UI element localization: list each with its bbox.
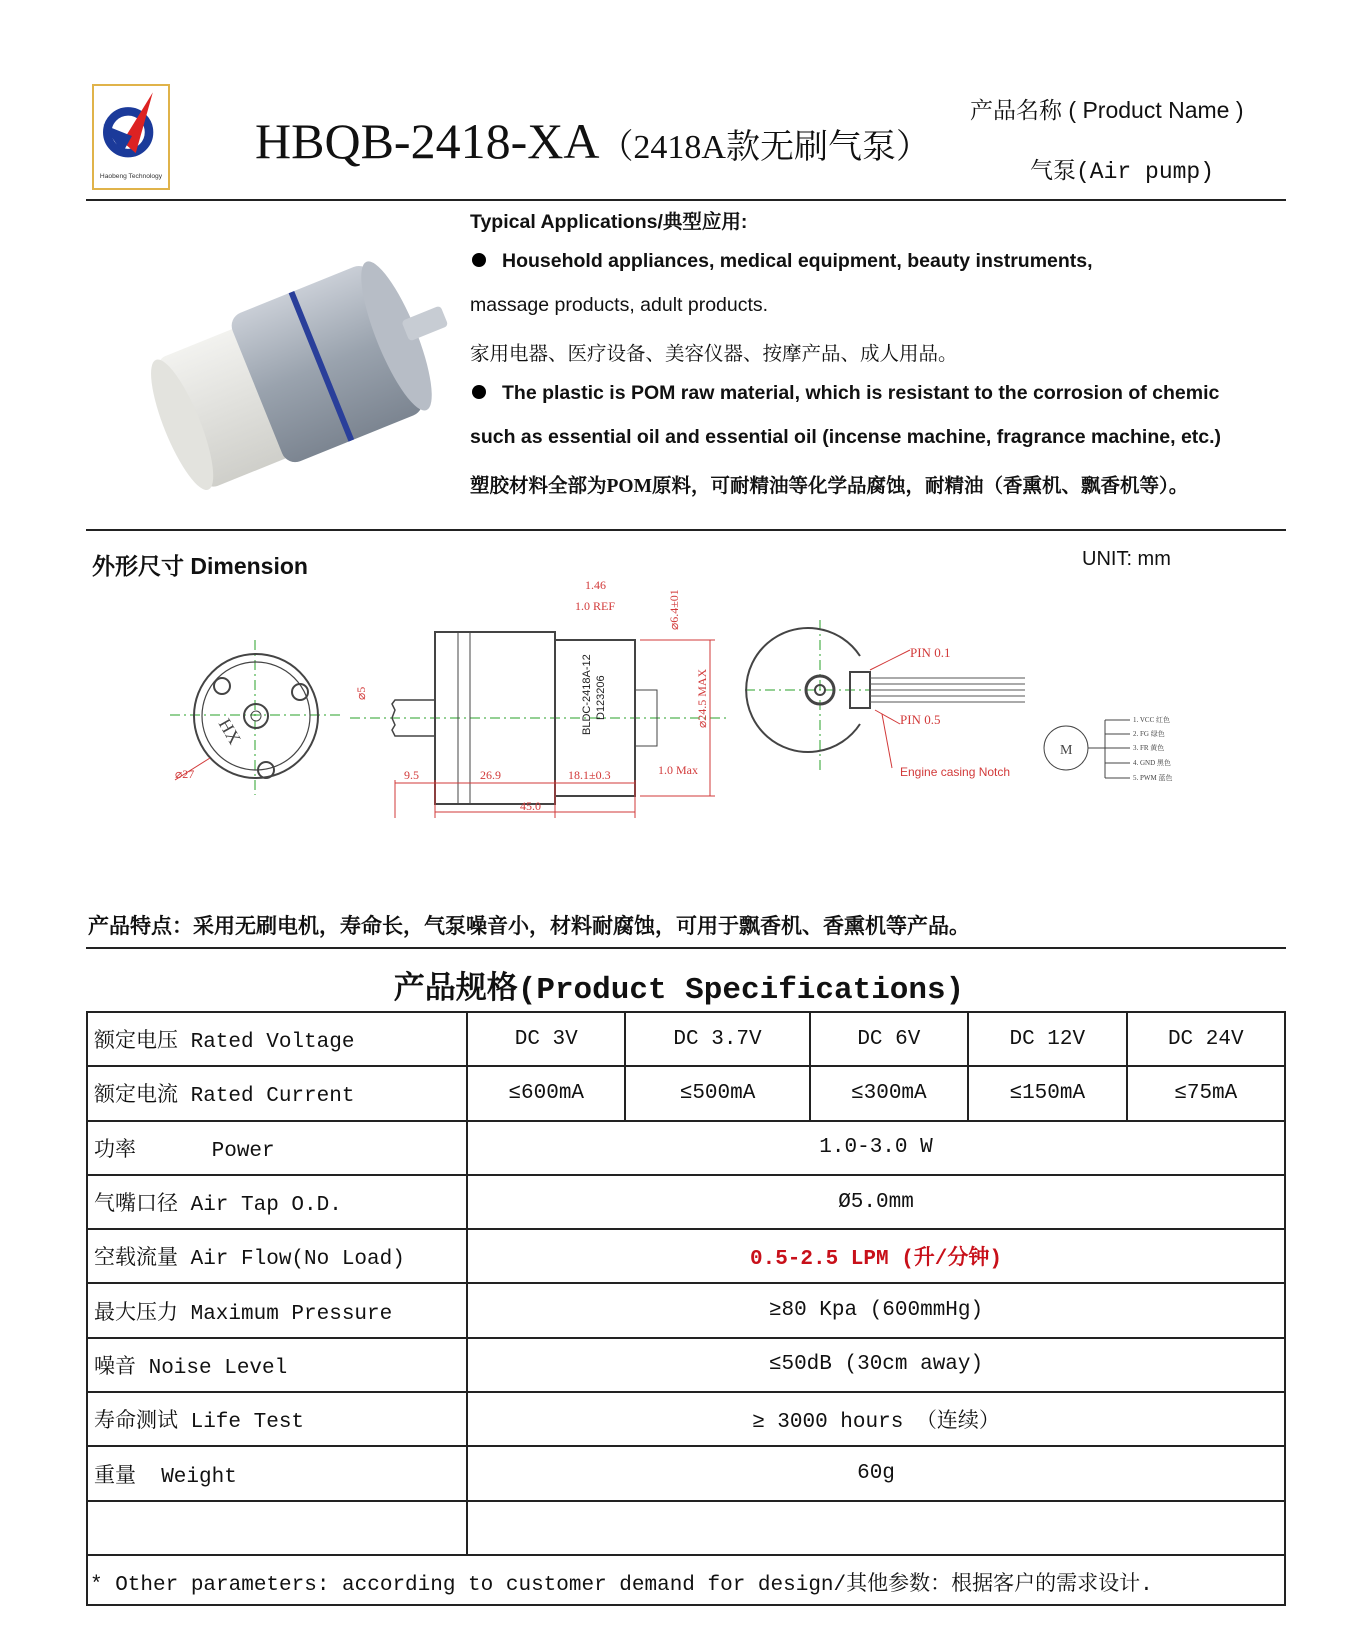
wire-3-label: 3. FR 黄色 [1133,744,1165,752]
company-logo [92,84,170,190]
dimension-drawing [170,580,1250,870]
dimension-title: 外形尺寸 Dimension [92,553,308,579]
voltage-cell: DC 3V [467,1012,625,1066]
header-divider [86,199,1286,201]
wire-2-label: 2. FG 绿色 [1133,730,1165,738]
bullet-dot-icon [472,253,486,267]
spec-label: 最大压力 Maximum Pressure [87,1283,467,1337]
label-d6-4: ⌀6.4±01 [667,589,681,630]
logo-caption: Haobeng Technology [99,172,163,180]
spec-label: 气嘴口径 Air Tap O.D. [87,1175,467,1229]
application-bullet-2 [470,382,1219,405]
product-name-label: 产品名称 ( Product Name ) [970,97,1244,123]
table-row [87,1229,1285,1283]
label-pin-0-5: PIN 0.5 [900,712,941,727]
model-number: HBQB-2418-XA [255,113,600,169]
motor-label-text-2: D123206 [595,675,607,720]
wire-5-label: 5. PWM 蓝色 [1133,774,1173,782]
voltage-cell: DC 24V [1127,1012,1285,1066]
spec-value: Ø5.0mm [467,1175,1285,1229]
table-row [87,1066,1285,1120]
page-title [255,112,930,170]
specifications-title: 产品规格(Product Specifications) [393,973,965,1008]
current-cell: ≤500mA [625,1066,809,1120]
spec-label-empty [87,1501,467,1555]
wiring-schematic [1044,715,1172,782]
table-row [87,1283,1285,1337]
other-parameters-note: * Other parameters: according to customer demand for design/其他参数：根据客户的需求设计. [90,1574,1153,1597]
spec-label: 额定电压 Rated Voltage [87,1012,467,1066]
spec-value: ≥ 3000 hours （连续） [467,1392,1285,1446]
model-subtitle: （2418A款无刷气泵） [599,129,930,166]
label-notch: Engine casing Notch [900,765,1011,779]
side-view [350,580,730,818]
spec-label: 空载流量 Air Flow(No Load) [87,1229,467,1283]
label-1-46: 1.46 [585,580,606,592]
spec-value: 1.0-3.0 W [467,1121,1285,1175]
spec-label: 功率 Power [87,1121,467,1175]
product-features: 产品特点：采用无刷电机，寿命长，气泵噪音小，材料耐腐蚀，可用于飘香机、香熏机等产品。 [88,914,970,938]
bullet-1-line-2: massage products, adult products. [470,294,769,316]
unit-label: UNIT: mm [1082,548,1171,570]
spec-label: 噪音 Noise Level [87,1338,467,1392]
bullet-2-line-2: such as essential oil and essential oil (incense machine, fragrance machine, etc.) [470,426,1222,448]
voltage-cell: DC 12V [968,1012,1126,1066]
bullet-1-chinese: 家用电器、医疗设备、美容仪器、按摩产品、成人用品。 [470,344,958,365]
current-cell: ≤75mA [1127,1066,1285,1120]
bullet-2-line-1: The plastic is POM raw material, which is resistant to the corrosion of chemic [502,382,1220,404]
bullet-1-line-1: Household appliances, medical equipment, beauty instruments, [502,250,1093,272]
spec-value-empty [467,1501,1285,1555]
spec-value: ≥80 Kpa (600mmHg) [467,1283,1285,1337]
spec-value-highlight: 0.5-2.5 LPM (升/分钟) [467,1229,1285,1283]
label-26-9: 26.9 [480,768,501,782]
label-1-0-max: 1.0 Max [658,763,698,777]
table-row [87,1392,1285,1446]
front-view [170,640,340,795]
label-1-0-ref: 1.0 REF [575,599,616,613]
application-bullet-1 [470,250,1093,273]
label-45: 45.0 [520,799,541,813]
motor-label-text-1: BLDC-2418A-12 [581,654,593,735]
product-name-value: 气泵(Air pump) [1030,159,1215,185]
label-d24-5: ⌀24.5 MAX [695,668,709,728]
current-cell: ≤150mA [968,1066,1126,1120]
applications-heading: Typical Applications/典型应用: [470,211,748,233]
label-d27: ⌀27 [175,767,195,781]
spec-label: 重量 Weight [87,1446,467,1500]
section-divider [86,529,1286,531]
specifications-table [86,1011,1286,1606]
label-18-1: 18.1±0.3 [568,768,611,782]
table-row-empty [87,1501,1285,1555]
pump-product-image [120,222,450,512]
voltage-cell: DC 3.7V [625,1012,809,1066]
bullet-dot-icon [472,385,486,399]
label-d5: ⌀5 [354,686,368,700]
spec-value: 60g [467,1446,1285,1500]
table-row [87,1121,1285,1175]
table-row [87,1446,1285,1500]
bullet-2-chinese: 塑胶材料全部为POM原料，可耐精油等化学品腐蚀，耐精油（香熏机、飘香机等）。 [470,476,1189,497]
label-pin-0-1: PIN 0.1 [910,645,951,660]
features-divider [86,947,1286,949]
table-row [87,1175,1285,1229]
motor-symbol: M [1060,743,1073,758]
wire-4-label: 4. GND 黑色 [1133,759,1171,767]
current-cell: ≤300mA [810,1066,968,1120]
spec-label: 额定电流 Rated Current [87,1066,467,1120]
spec-value: ≤50dB (30cm away) [467,1338,1285,1392]
wire-1-label: 1. VCC 红色 [1133,716,1171,724]
current-cell: ≤600mA [467,1066,625,1120]
voltage-cell: DC 6V [810,1012,968,1066]
spec-label: 寿命测试 Life Test [87,1392,467,1446]
rear-view [745,620,1025,779]
table-row [87,1338,1285,1392]
svg-text:HX: HX [214,715,246,748]
label-9-5: 9.5 [404,768,419,782]
table-row [87,1012,1285,1066]
